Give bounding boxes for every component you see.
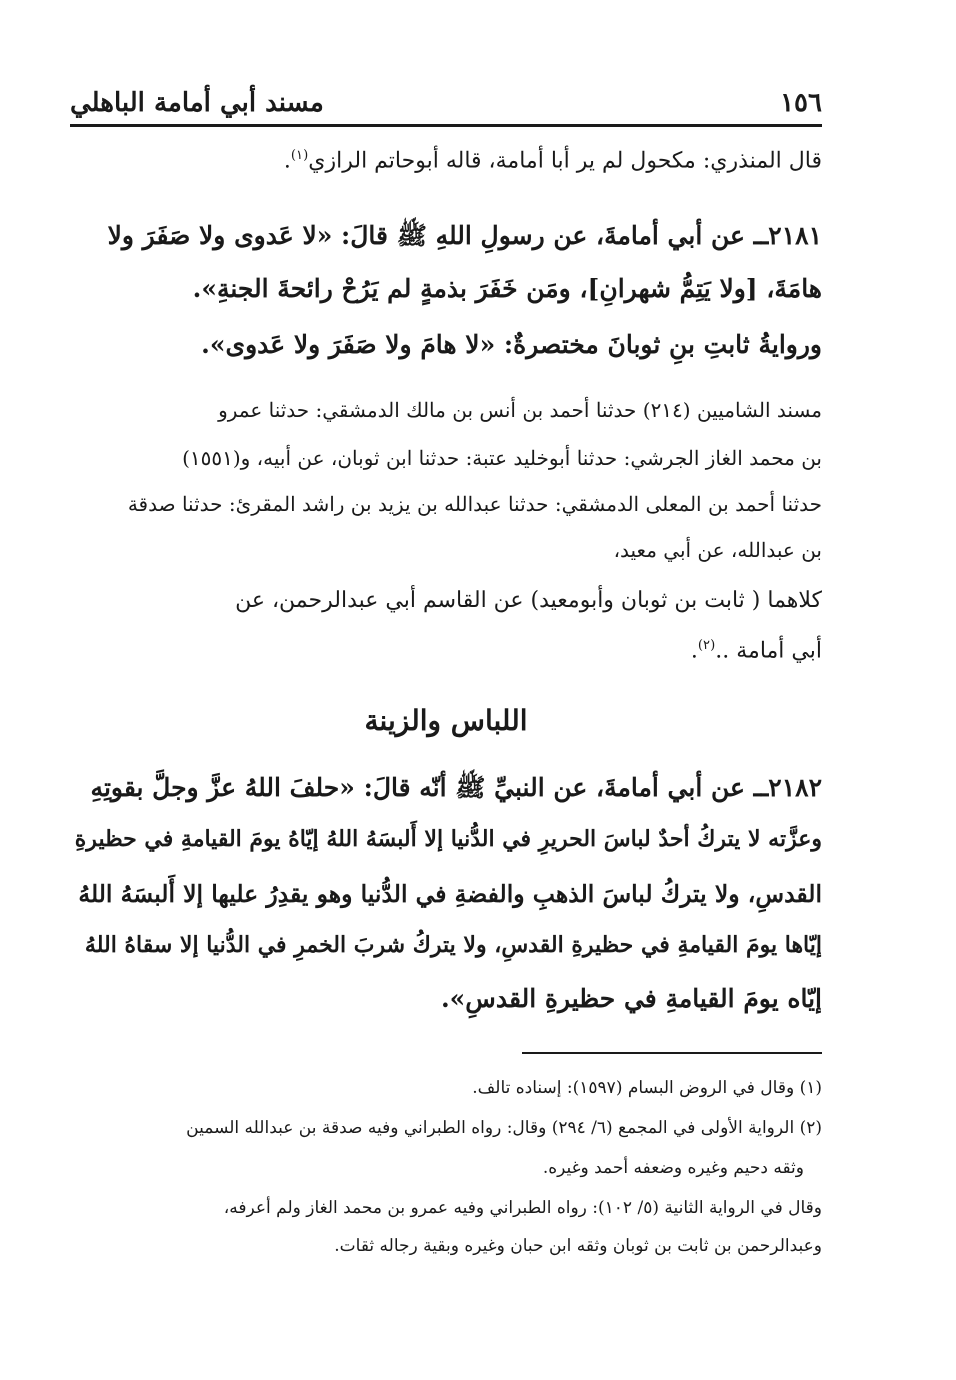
- chain-end: .: [690, 638, 698, 664]
- footnote-rule: [522, 1052, 822, 1054]
- hadith-2182-line: القدسِ، ولا يتركُ لباسَ الذهبِ والفضةِ في الدُّنيا وهو يقدِرُ عليها إلا أَلبسَهُ اللهُ: [78, 880, 822, 908]
- book-page: [70, 84, 822, 1324]
- page-header: [70, 84, 822, 118]
- footnote-line: وعبدالرحمن بن ثابت بن ثوبان وثقه ابن حبان وغيره وبقية رجاله ثقات.: [334, 1236, 822, 1256]
- footnote-ref-1: (١): [290, 148, 309, 163]
- hadith-2182-line: إيّاها يومَ القيامةِ في حظيرةِ القدسِ، ولا يتركُ شربَ الخمرِ في الدُّنيا إلا سقاهُ اللهُ: [84, 932, 822, 958]
- footnote-line: (٢) الرواية الأولى في المجمع (٦/ ٢٩٤) وقال: رواه الطبراني وفيه صدقة بن عبدالله السمين: [186, 1118, 822, 1138]
- source-line: حدثنا أحمد بن المعلى الدمشقي: حدثنا عبدالله بن يزيد بن راشد المقرئ: حدثنا صدقة: [127, 492, 822, 516]
- footnote-line: (١) وقال في الروض البسام (١٥٩٧): إسناده تالف.: [472, 1078, 822, 1098]
- source-line: مسند الشاميين (٢١٤) حدثنا أحمد بن أنس بن مالك الدمشقي: حدثنا عمرو: [218, 398, 822, 422]
- footnote-line: وقال في الرواية الثانية (٥/ ١٠٢): رواه الطبراني وفيه عمرو بن محمد الغاز ولم أعرفه،: [223, 1198, 822, 1218]
- footnote-ref-2: (٢): [697, 638, 716, 653]
- page-number: ١٥٦: [780, 88, 822, 118]
- intro-note-end: .: [283, 148, 291, 174]
- chain-text: أبي أمامة ..: [715, 638, 822, 664]
- chain-line: كلاهما ( ثابت بن ثوبان وأبومعيد) عن القاسم أبي عبدالرحمن، عن: [235, 588, 822, 613]
- hadith-2182-line: إيّاه يومَ القيامةِ في حظيرةِ القدسِ».: [440, 984, 822, 1013]
- running-title: مسند أبي أمامة الباهلي: [70, 88, 324, 118]
- section-title: اللباس والزينة: [364, 704, 528, 737]
- hadith-2181-line: هامَةَ، [ولا يَتِمُّ شهرانِ]، ومَن خَفَرَ بذمةٍ لم يَرُحْ رائحةَ الجنةِ».: [192, 274, 822, 303]
- header-rule: [70, 124, 822, 127]
- footnote-line: وثقه دحيم وغيره وضعفه أحمد وغيره.: [542, 1158, 804, 1178]
- hadith-2181-line: وروايةُ ثابتِ بنِ ثوبانَ مختصرةٌ: «لا هامَ ولا صَفَرَ ولا عَدوى».: [201, 330, 822, 359]
- chain-line-end: [70, 638, 822, 663]
- intro-note-text: قال المنذري: مكحول لم ير أبا أمامة، قاله أبوحاتم الرازي: [308, 148, 822, 174]
- hadith-2182-line: ٢١٨٢ــ عن أبي أمامةَ، عن النبيِّ ﷺ أنّه قالَ: «حلفَ اللهُ عزَّ وجلَّ بقوتِهِ: [90, 773, 822, 802]
- source-line: بن عبدالله، عن أبي معيد،: [613, 538, 822, 562]
- hadith-2181-line: ٢١٨١ــ عن أبي أمامةَ، عن رسولِ اللهِ ﷺ قالَ: «لا عَدوى ولا صَفَرَ ولا: [107, 221, 822, 250]
- intro-note: [70, 148, 822, 173]
- hadith-2182-line: وعزَّته لا يتركُ أحدٌ لباسَ الحريرِ في الدُّنيا إلا أَلبسَهُ اللهُ إيّاهُ يومَ القيامةِ في حظيرةِ: [74, 826, 822, 852]
- source-line: بن محمد الغاز الجرشي: حدثنا أبوخليد عتبة: حدثنا ابن ثوبان، عن أبيه، و(١٥٥١): [182, 446, 822, 470]
